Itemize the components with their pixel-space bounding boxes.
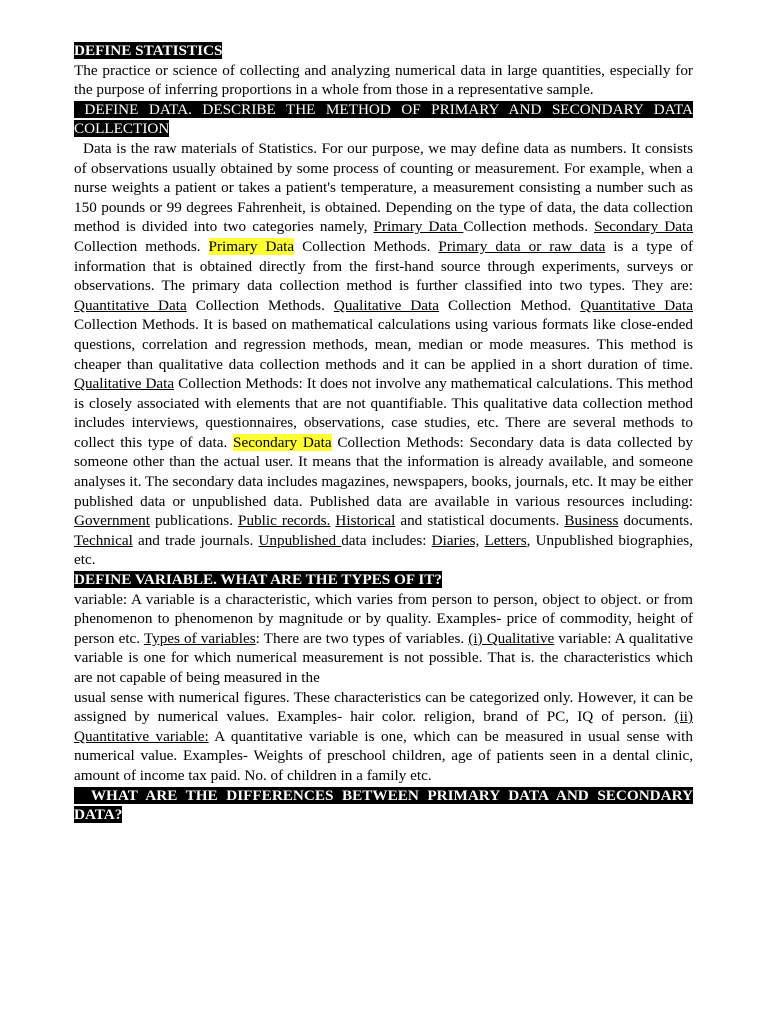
statistics-definition: The practice or science of collecting and analyzing numerical data in large quantities, especially for the purpose of inferring proportions in a whole from those in a representative sample.	[74, 61, 693, 99]
data-collection-paragraph: Data is the raw materials of Statistics. For our purpose, we may define data as numbers. It consists of observations usually obtained by some process of counting or measurement. For example, when a nurse weights a patient or takes a patient's temperature, a measurement consisting a number such as 150 pounds or 99 degrees Fahrenheit, is obtained. Depending on the type of data, the data collection method is divided into two categories namely, Primary Data Collection methods. Secondary Data Collection methods. Primary Data Collection Methods. Primary data or raw data is a type of information that is obtained directly from the first-hand source through experiments, surveys or observations. The primary data collection method is further classified into two types. They are: Quantitative Data Collection Methods. Qualitative Data Collection Method. Quantitative Data Collection Methods. It is based on mathematical calculations using various formats like close-ended questions, correlation and regression methods, mean, median or mode measures. This method is cheaper than qualitative data collection methods and it can be applied in a short duration of time. Qualitative Data Collection Methods: It does not involve any mathematical calculations. This method is closely associated with elements that are not quantifiable. This qualitative data collection method includes interviews, questionnaires, observations, case studies, etc. There are several methods to collect this type of data. Secondary Data Collection Methods: Secondary data is data collected by someone other than the actual user. It means that the information is already available, and someone analyses it. The secondary data includes magazines, newspapers, books, journals, etc. It may be either published data or unpublished data. Published data are available in various resources including: Government publications. Public records. Historical and statistical documents. Business documents. Technical and trade journals. Unpublished data includes: Diaries, Letters, Unpublished biographies, etc.	[74, 139, 694, 569]
heading-define-statistics: DEFINE STATISTICS	[74, 42, 223, 59]
heading-differences: WHAT ARE THE DIFFERENCES BETWEEN PRIMARY DATA AND SECONDARY DATA?	[74, 786, 693, 824]
heading-define-data: DEFINE DATA. DESCRIBE THE METHOD OF PRIMARY AND SECONDARY DATA COLLECTION	[74, 100, 693, 138]
qualitative-quantitative-paragraph: usual sense with numerical figures. These characteristics can be categorized only. However, it can be assigned by numerical values. Examples- hair color. religion, brand of PC, IQ of person. (ii) Quantitative variable: A quantitative variable is one, which can be measured in usual sense with numerical value. Examples- Weights of preschool children, age of patients seen in a dental clinic, amount of income tax paid. No. of children in a family etc.	[74, 688, 693, 784]
heading-define-variable: DEFINE VARIABLE. WHAT ARE THE TYPES OF IT?	[74, 571, 442, 589]
highlight-primary-data: Primary Data	[208, 237, 295, 255]
highlight-secondary-data: Secondary Data	[233, 433, 332, 451]
variable-paragraph: variable: A variable is a characteristic, which varies from person to person, object to object. or from phenomenon to phenomenon by magnitude or by quality. Examples- price of commodity, height of person etc. Types of variables: There are two types of variables. (i) Qualitative variable: A qualitative variable is one for which numerical measurement is not possible. That is. the characteristics which are not capable of being measured in the	[74, 590, 693, 686]
document-page	[74, 41, 693, 825]
